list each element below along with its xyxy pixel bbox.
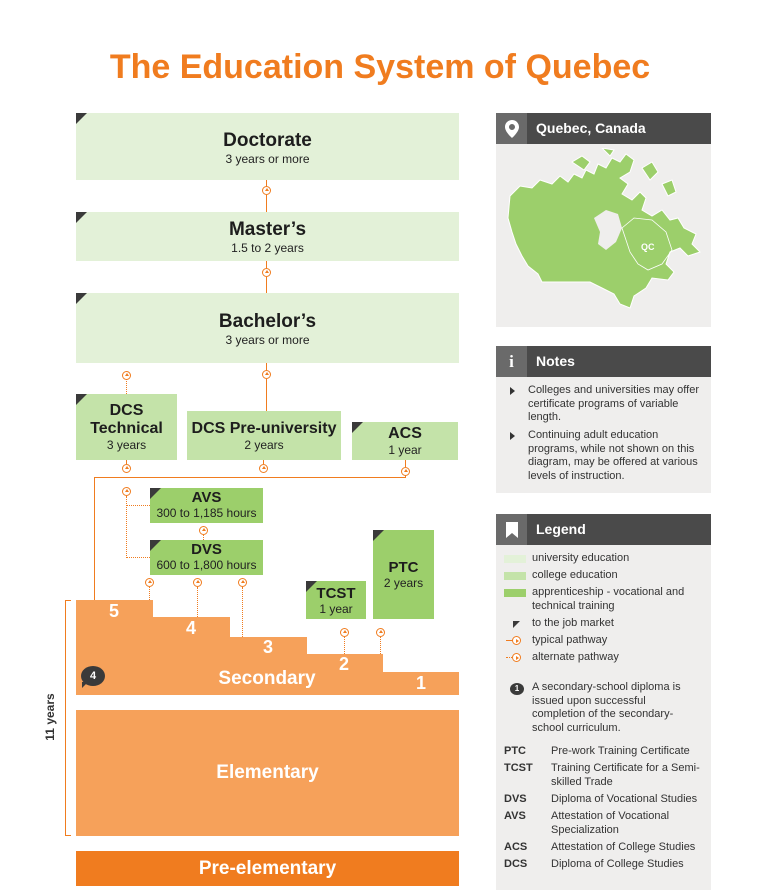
alternate-pathway-line xyxy=(126,557,150,558)
legend-panel xyxy=(496,514,711,890)
secondary-year-2: 2 xyxy=(338,654,349,674)
job-market-marker xyxy=(76,293,87,304)
doctorate-box xyxy=(76,113,459,180)
masters-box xyxy=(76,212,459,261)
dvs-label: DVS xyxy=(191,541,222,558)
avs-label: AVS xyxy=(191,489,222,506)
dcs-preuniversity-box xyxy=(187,411,341,460)
abbr-acs: ACS xyxy=(504,841,528,853)
note-text: Continuing adult education programs, while not shown on this diagram, may be offered at various levels of instruction. xyxy=(528,429,698,482)
abbr-dcs-def: Diploma of College Studies xyxy=(551,858,684,870)
apprenticeship-swatch xyxy=(504,589,526,597)
legend-apprenticeship: apprenticeship - vocational and technical training xyxy=(532,586,685,612)
pathway-line xyxy=(94,477,406,478)
abbr-avs: AVS xyxy=(504,810,526,822)
abbr-acs-def: Attestation of College Studies xyxy=(551,841,696,853)
alternate-pathway-icon xyxy=(340,628,349,637)
diploma-badge-tail xyxy=(82,682,88,688)
info-icon: i xyxy=(496,346,527,377)
diploma-note: A secondary-school diploma is issued upon successful completion of the secondary-school curriculum. xyxy=(532,681,681,734)
dvs-duration: 600 to 1,800 hours xyxy=(156,558,257,572)
pathway-line xyxy=(94,477,95,600)
alternate-pathway-icon xyxy=(512,653,521,662)
job-market-marker xyxy=(150,488,161,499)
abbr-dcs: DCS xyxy=(504,858,528,870)
notes-panel-header xyxy=(496,346,711,377)
map-panel-title: Quebec, Canada xyxy=(536,120,646,136)
canada-map xyxy=(502,148,707,323)
pathway-line xyxy=(266,277,267,293)
diploma-badge-number: 4 xyxy=(89,670,97,682)
pre-elementary-label: Pre-elementary xyxy=(198,858,337,879)
abbr-avs-def: Attestation of Vocational Specialization xyxy=(551,810,670,836)
years-label: 11 years xyxy=(43,693,57,741)
typical-pathway-icon xyxy=(512,636,521,645)
alternate-pathway-icon xyxy=(238,578,247,587)
acs-box xyxy=(352,422,458,460)
job-market-marker xyxy=(352,422,363,433)
map-panel-header xyxy=(496,113,711,144)
legend-typical-pathway: typical pathway xyxy=(532,634,608,646)
job-market-marker xyxy=(150,540,161,551)
abbr-tcst: TCST xyxy=(504,762,533,774)
legend-job-market: to the job market xyxy=(532,617,614,629)
dvs-box xyxy=(150,540,263,575)
university-swatch xyxy=(504,555,526,563)
bullet-icon xyxy=(510,432,515,440)
dcs-technical-duration: 3 years xyxy=(106,438,147,452)
note-item xyxy=(510,429,700,483)
elementary-label: Elementary xyxy=(216,762,319,783)
pathway-line xyxy=(266,379,267,411)
alternate-pathway-line xyxy=(242,587,243,637)
legend-panel-header xyxy=(496,514,711,545)
job-market-marker xyxy=(76,212,87,223)
alternate-pathway-icon xyxy=(145,578,154,587)
dcs-technical-box xyxy=(76,394,177,460)
masters-label: Master’s xyxy=(228,219,307,240)
alternate-pathway-line xyxy=(344,637,345,654)
job-market-marker xyxy=(76,113,87,124)
diploma-badge-number: 1 xyxy=(514,684,520,693)
job-market-marker xyxy=(373,530,384,541)
bachelors-duration: 3 years or more xyxy=(225,333,310,347)
alternate-pathway-line xyxy=(149,587,150,600)
ptc-duration: 2 years xyxy=(383,576,424,590)
pathway-line xyxy=(126,460,127,464)
typical-pathway-icon xyxy=(262,268,271,277)
alternate-pathway-line xyxy=(203,535,204,540)
abbr-ptc: PTC xyxy=(504,745,526,757)
typical-pathway-icon xyxy=(262,370,271,379)
diploma-badge-icon xyxy=(510,683,524,695)
notes-panel xyxy=(496,346,711,493)
note-text: Colleges and universities may offer certificate programs of variable length. xyxy=(528,384,699,423)
alternate-pathway-icon xyxy=(199,526,208,535)
masters-duration: 1.5 to 2 years xyxy=(231,241,304,255)
pathway-line xyxy=(405,460,406,467)
tcst-box xyxy=(306,581,366,619)
page-title: The Education System of Quebec xyxy=(109,48,651,86)
ptc-box xyxy=(373,530,434,619)
alternate-pathway-icon xyxy=(193,578,202,587)
job-market-icon xyxy=(513,621,520,628)
ptc-label: PTC xyxy=(388,559,419,576)
alternate-pathway-icon xyxy=(376,628,385,637)
acs-label: ACS xyxy=(388,425,422,442)
abbr-ptc-def: Pre-work Training Certificate xyxy=(551,745,690,757)
alternate-pathway-line xyxy=(126,505,150,506)
alternate-pathway-line xyxy=(126,379,127,394)
notes-panel-title: Notes xyxy=(536,353,575,369)
avs-duration: 300 to 1,185 hours xyxy=(156,506,257,520)
bullet-icon xyxy=(510,387,515,395)
dcs-preuniversity-label: DCS Pre-university xyxy=(191,420,337,437)
avs-box xyxy=(150,488,263,523)
secondary-year-1: 1 xyxy=(415,673,426,693)
doctorate-label: Doctorate xyxy=(223,130,312,151)
bookmark-icon xyxy=(496,514,527,545)
pathway-line xyxy=(266,195,267,212)
typical-pathway-icon xyxy=(259,464,268,473)
typical-pathway-icon xyxy=(122,464,131,473)
alternate-pathway-icon xyxy=(122,371,131,380)
dcs-technical-label-2: Technical xyxy=(90,420,163,437)
legend-alternate-pathway: alternate pathway xyxy=(532,651,619,663)
quebec-label: QC xyxy=(641,242,655,252)
alternate-pathway-line xyxy=(197,587,198,617)
secondary-year-3: 3 xyxy=(262,637,273,657)
legend-university: university education xyxy=(532,552,630,564)
tcst-label: TCST xyxy=(316,585,356,602)
job-market-marker xyxy=(76,394,87,405)
abbr-tcst-def: Training Certificate for a Semi-skilled Trade xyxy=(551,762,700,788)
legend-panel-title: Legend xyxy=(536,521,586,537)
alternate-pathway-line xyxy=(380,637,381,654)
secondary-year-5: 5 xyxy=(108,601,119,621)
doctorate-duration: 3 years or more xyxy=(225,152,310,166)
years-bracket xyxy=(65,600,71,836)
alternate-pathway-icon xyxy=(122,487,131,496)
job-market-marker xyxy=(306,581,317,592)
pathway-line xyxy=(405,475,406,478)
map-panel xyxy=(496,113,711,327)
bachelors-label: Bachelor’s xyxy=(218,311,317,332)
secondary-year-4: 4 xyxy=(185,618,196,638)
location-pin-icon xyxy=(496,113,527,144)
dcs-technical-label-1: DCS xyxy=(109,402,144,419)
tcst-duration: 1 year xyxy=(319,602,353,616)
typical-pathway-icon xyxy=(262,186,271,195)
abbr-dvs-def: Diploma of Vocational Studies xyxy=(551,793,698,805)
secondary-label: Secondary xyxy=(218,668,316,689)
college-swatch xyxy=(504,572,526,580)
bachelors-box xyxy=(76,293,459,363)
abbr-dvs: DVS xyxy=(504,793,527,805)
acs-duration: 1 year xyxy=(388,443,422,457)
pathway-line xyxy=(263,460,264,464)
note-item xyxy=(510,384,700,425)
dcs-preuniversity-duration: 2 years xyxy=(244,438,284,452)
legend-college: college education xyxy=(532,569,618,581)
